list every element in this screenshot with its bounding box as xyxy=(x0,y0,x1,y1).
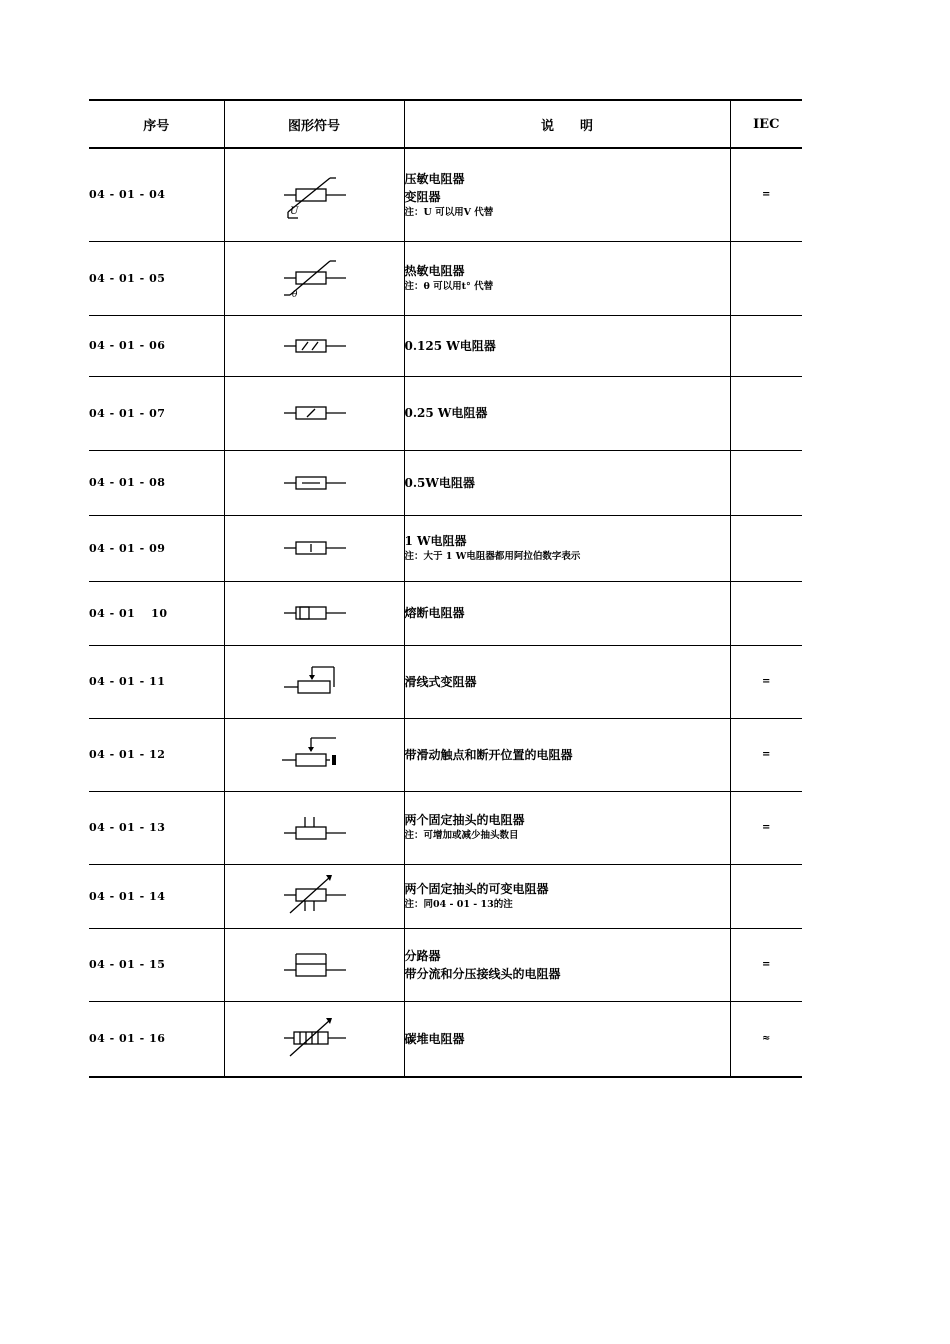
row-number: 04 - 01 - 04 xyxy=(89,148,224,241)
iec-mark: ≈ xyxy=(730,1001,802,1077)
tapped-resistor-icon xyxy=(276,803,352,853)
description-note: 注：U 可以用V 代替 xyxy=(404,206,494,218)
description-cell xyxy=(404,1001,730,1077)
description-line: 0.25 W电阻器 xyxy=(404,406,488,420)
row-number: 04 - 01 - 08 xyxy=(89,450,224,515)
symbol-cell xyxy=(224,315,404,376)
iec-mark: = xyxy=(730,148,802,241)
iec-mark: = xyxy=(730,718,802,791)
description-cell xyxy=(404,581,730,645)
table-header-row xyxy=(89,100,802,148)
symbol-cell xyxy=(224,928,404,1001)
table-row xyxy=(89,315,802,376)
symbol-cell xyxy=(224,148,404,241)
header-symbol: 图形符号 xyxy=(224,100,404,148)
description-cell xyxy=(404,376,730,450)
description-line: 压敏电阻器 xyxy=(404,171,465,186)
description-line: 滑线式变阻器 xyxy=(404,674,477,689)
table-row xyxy=(89,791,802,864)
table-row xyxy=(89,581,802,645)
row-number: 04 - 01 - 15 xyxy=(89,928,224,1001)
iec-mark: = xyxy=(730,645,802,718)
header-description: 说 明 xyxy=(404,100,730,148)
description-line: 碳堆电阻器 xyxy=(404,1031,465,1046)
description-note: 注：θ 可以用t° 代替 xyxy=(404,280,494,292)
fusible-resistor-icon xyxy=(276,588,352,638)
row-number: 04 - 01 - 14 xyxy=(89,864,224,928)
resistor-1w-icon xyxy=(276,523,352,573)
thermistor-label: θ xyxy=(292,290,298,300)
symbol-cell xyxy=(224,791,404,864)
description-cell xyxy=(404,718,730,791)
table-row xyxy=(89,148,802,241)
varistor-icon xyxy=(276,170,352,220)
description-note: 注：可增加或减少抽头数目 xyxy=(404,830,519,842)
description-cell xyxy=(404,928,730,1001)
description-line: 带滑动触点和断开位置的电阻器 xyxy=(404,747,573,762)
description-line: 熔断电阻器 xyxy=(404,606,465,620)
row-number: 04 - 01 - 09 xyxy=(89,515,224,581)
iec-mark xyxy=(730,450,802,515)
iec-mark: = xyxy=(730,928,802,1001)
table-row xyxy=(89,928,802,1001)
carbon-pile-resistor-icon xyxy=(276,1014,352,1064)
table-row xyxy=(89,450,802,515)
iec-mark xyxy=(730,315,802,376)
row-number: 04 - 01 - 11 xyxy=(89,645,224,718)
varistor-label: U xyxy=(290,205,299,217)
resistor-0125w-icon xyxy=(276,321,352,371)
description-line: 两个固定抽头的可变电阻器 xyxy=(404,881,549,896)
description-cell xyxy=(404,864,730,928)
description-cell xyxy=(404,148,730,241)
symbol-cell xyxy=(224,450,404,515)
thermistor-icon xyxy=(276,253,352,303)
table-row xyxy=(89,645,802,718)
description-cell xyxy=(404,315,730,376)
description-cell xyxy=(404,515,730,581)
symbol-cell xyxy=(224,376,404,450)
iec-mark: = xyxy=(730,791,802,864)
description-line: 0.125 W电阻器 xyxy=(404,338,496,353)
description-line: 带分流和分压接线头的电阻器 xyxy=(404,966,561,981)
description-note: 注：大于 1 W电阻器都用阿拉伯数字表示 xyxy=(404,550,581,562)
iec-mark xyxy=(730,376,802,450)
tapped-variable-resistor-icon xyxy=(276,871,352,921)
symbol-cell xyxy=(224,718,404,791)
description-cell xyxy=(404,791,730,864)
description-line: 两个固定抽头的电阻器 xyxy=(404,813,525,828)
symbol-cell xyxy=(224,1001,404,1077)
description-cell xyxy=(404,241,730,315)
row-number: 04 - 01 10 xyxy=(89,581,224,645)
table-row xyxy=(89,864,802,928)
row-number: 04 - 01 - 13 xyxy=(89,791,224,864)
row-number: 04 - 01 - 05 xyxy=(89,241,224,315)
symbol-cell xyxy=(224,515,404,581)
description-line: 0.5W电阻器 xyxy=(404,475,475,490)
row-number: 04 - 01 - 07 xyxy=(89,376,224,450)
shunt-icon xyxy=(276,940,352,990)
table-row xyxy=(89,376,802,450)
description-line: 变阻器 xyxy=(404,189,441,204)
symbol-cell xyxy=(224,864,404,928)
description-line: 分路器 xyxy=(404,948,441,963)
description-cell xyxy=(404,645,730,718)
row-number: 04 - 01 - 16 xyxy=(89,1001,224,1077)
table-row xyxy=(89,241,802,315)
table-row xyxy=(89,1001,802,1077)
header-no: 序号 xyxy=(89,100,224,148)
iec-mark xyxy=(730,515,802,581)
resistor-05w-icon xyxy=(276,458,352,508)
symbol-cell xyxy=(224,581,404,645)
iec-mark xyxy=(730,581,802,645)
iec-mark xyxy=(730,241,802,315)
description-line: 1 W电阻器 xyxy=(404,533,467,548)
table-row xyxy=(89,718,802,791)
description-cell xyxy=(404,450,730,515)
symbol-table xyxy=(89,99,802,1078)
resistor-025w-icon xyxy=(276,388,352,438)
slide-rheostat-icon xyxy=(276,657,352,707)
table-row xyxy=(89,515,802,581)
description-note: 注：同04 - 01 - 13的注 xyxy=(404,898,513,910)
iec-mark xyxy=(730,864,802,928)
symbol-cell xyxy=(224,241,404,315)
symbol-cell xyxy=(224,645,404,718)
header-iec: IEC xyxy=(730,100,802,148)
row-number: 04 - 01 - 12 xyxy=(89,718,224,791)
slide-contact-off-resistor-icon xyxy=(276,730,352,780)
row-number: 04 - 01 - 06 xyxy=(89,315,224,376)
description-line: 热敏电阻器 xyxy=(404,263,465,278)
